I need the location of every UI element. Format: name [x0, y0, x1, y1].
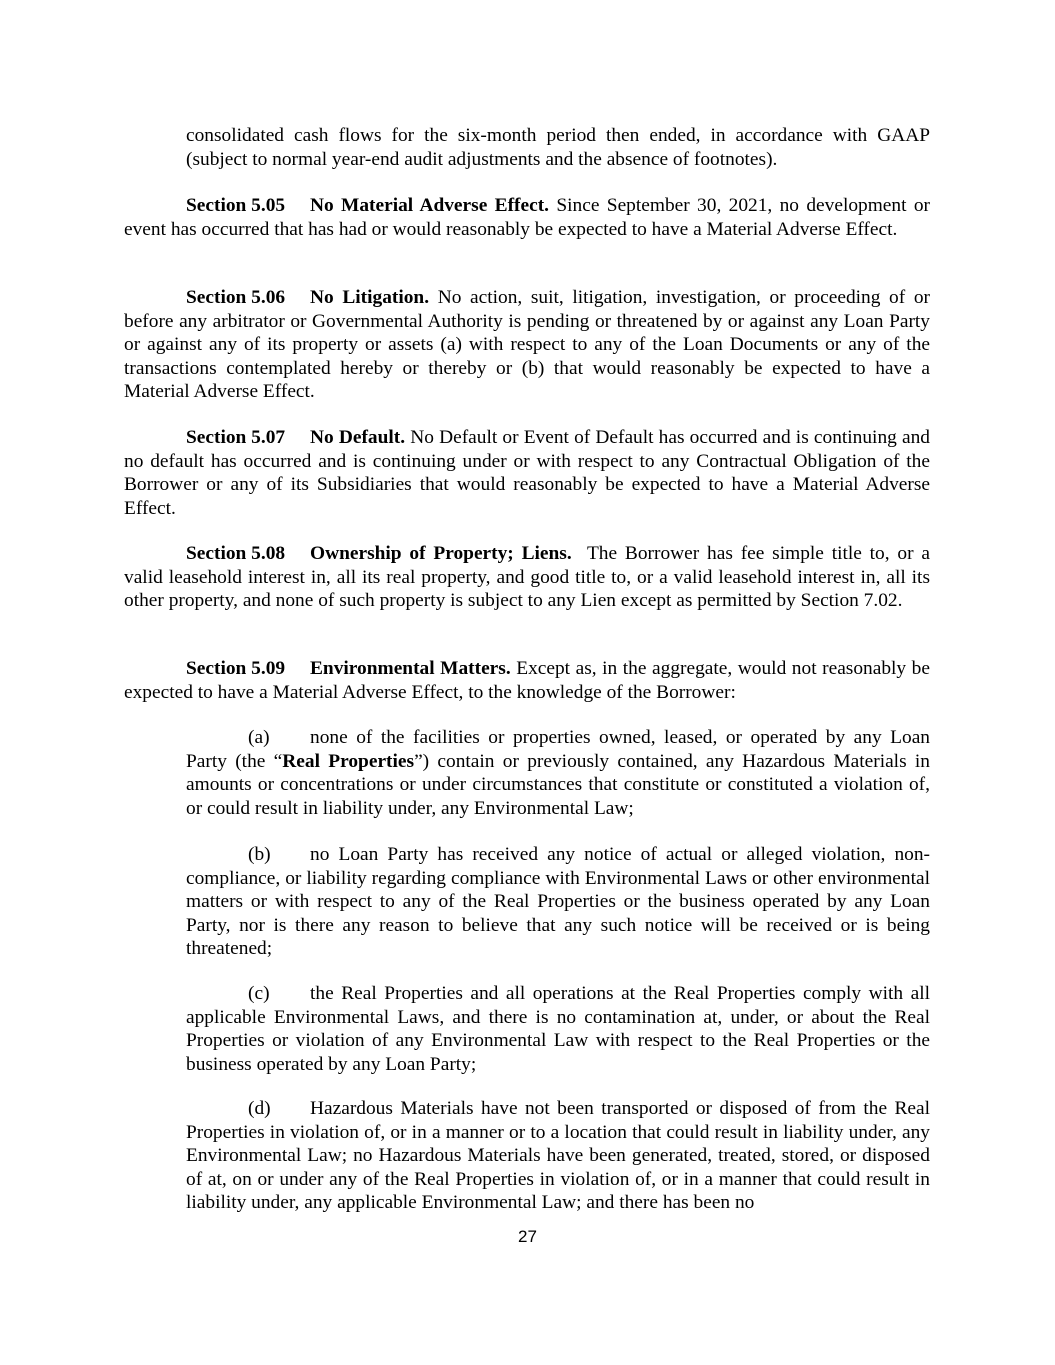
section-title: Ownership of Property; Liens.	[310, 543, 572, 564]
section-body: Since September 30, 2021, no development or event has occurred that has had or would reasonably be expected to have a Material Adverse Effect.	[124, 195, 930, 240]
section-5-07	[124, 426, 930, 520]
section-body: No action, suit, litigation, investigation, or proceeding of or before any arbitrator or Governmental Authority is pending or threatened by or against any Loan Party or against any of its property or assets (a) with respect to any of the Loan Documents or any of the transactions contemplated hereby or thereby or (b) that would reasonably be expected to have a Material Adverse Effect.	[124, 287, 930, 402]
section-5-05	[124, 194, 930, 241]
section-5-08	[124, 542, 935, 613]
section-number: Section 5.05	[186, 195, 286, 216]
section-body: No Default or Event of Default has occurred and is continuing and no default has occurred and is continuing under or with respect to any Contractual Obligation of the Borrower or any of its Subsidiaries that would reasonably be expected to have a Material Adverse Effect.	[124, 427, 930, 519]
section-title: No Default.	[310, 427, 406, 448]
clause-label: (c)	[248, 983, 270, 1004]
clause-a	[186, 726, 930, 820]
clause-text: none of the facilities or properties owned, leased, or operated by any Loan Party (the “	[186, 727, 930, 772]
section-title: No Litigation.	[310, 287, 430, 308]
section-body: The Borrower has fee simple title to, or a valid leasehold interest in, all its real property, and good title to, or a valid leasehold interest in, all its other property, and none of such property is subject to any Lien except as permitted by Section 7.02.	[124, 543, 935, 611]
clause-b	[186, 843, 930, 961]
clause-label: (a)	[248, 727, 270, 748]
section-5-06	[124, 286, 930, 404]
clause-text: no Loan Party has received any notice of actual or alleged violation, non-compliance, or liability regarding compliance with Environmental Laws or other environmental matters or with respect to any of the Real Properties or the business operated by any Loan Party, nor is there any reason to believe that any such notice will be received or is being threatened;	[186, 844, 930, 959]
defined-term: Real Properties	[282, 750, 415, 772]
section-title: Environmental Matters.	[310, 658, 511, 679]
section-number: Section 5.09	[186, 658, 286, 679]
clause-c	[186, 982, 930, 1076]
clause-text: Hazardous Materials have not been transported or disposed of from the Real Properties in violation of, or in a manner or to a location that could result in liability under, any Environmental Law; no Hazardous Materials have been generated, treated, stored, or disposed of at, on or under any of the Real Properties in violation of, or in a manner that could result in liability under, any applicable Environmental Law; and there has been no	[186, 1098, 930, 1213]
continuation-paragraph: consolidated cash flows for the six-month period then ended, in accordance with GAAP (subject to normal year-end audit adjustments and the absence of footnotes).	[186, 125, 930, 170]
section-title: No Material Adverse Effect.	[310, 195, 550, 216]
clause-d	[186, 1097, 930, 1215]
section-number: Section 5.07	[186, 427, 286, 448]
clause-label: (b)	[248, 844, 271, 865]
section-number: Section 5.06	[186, 287, 286, 308]
section-number: Section 5.08	[186, 543, 286, 564]
section-body: Except as, in the aggregate, would not reasonably be expected to have a Material Adverse Effect, to the knowledge of the Borrower:	[124, 658, 930, 703]
clause-label: (d)	[248, 1098, 271, 1119]
section-5-09	[124, 657, 930, 704]
page-number: 27	[518, 1227, 537, 1246]
clause-text: ”) contain or previously contained, any Hazardous Materials in amounts or concentrations or under circumstances that constitute or constituted a violation of, or could result in liability under, any Environmental Law;	[186, 750, 930, 819]
clause-text: the Real Properties and all operations at the Real Properties comply with all applicable Environmental Laws, and there is no contamination at, under, or about the Real Properties or violation of any Environmental Law with respect to the Real Properties or the business operated by any Loan Party;	[186, 983, 930, 1075]
